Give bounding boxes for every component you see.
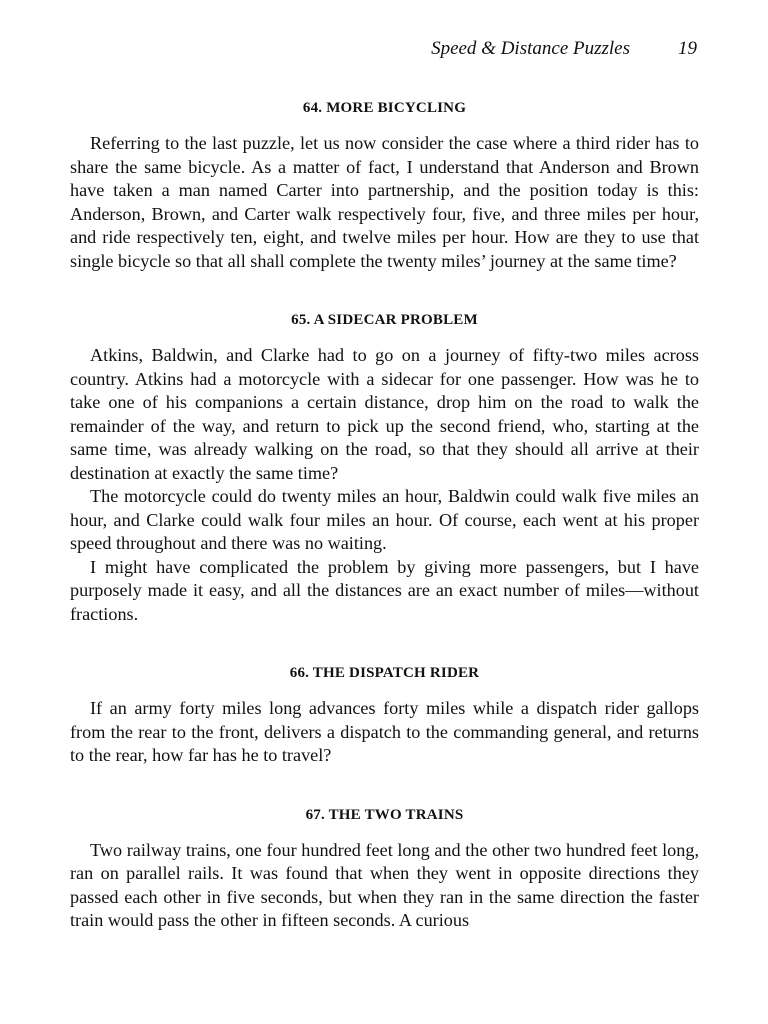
puzzle-title: 66. THE DISPATCH RIDER (289, 665, 480, 681)
paragraph: Two railway trains, one four hundred feet long and the other two hundred feet long, ran on parallel rails. It was found that when they went in opposite directions they passed each other in five seconds, but when they ran in the same direction the faster train would pass the other in fifteen seconds. A curious (70, 839, 699, 930)
puzzle-66 (70, 663, 699, 768)
puzzle-title: 67. THE TWO TRAINS (305, 806, 464, 823)
page-number: 19 (678, 38, 697, 59)
paragraph: If an army forty miles long advances forty miles while a dispatch rider gallops from the rear to the front, delivers a dispatch to the commanding general, and returns to the rear, how far has he to travel? (70, 698, 699, 765)
puzzle-body (70, 344, 699, 626)
puzzle-body (70, 697, 699, 768)
puzzle-body (70, 839, 699, 933)
book-page (70, 38, 699, 933)
puzzle-65 (70, 310, 699, 626)
paragraph: The motorcycle could do twenty miles an hour, Baldwin could walk five miles an hour, and Clarke could walk four miles an hour. Of course, each went at his proper speed throughout and there was no waiting. (70, 486, 699, 553)
puzzle-body (70, 132, 699, 273)
puzzle-title: 65. A SIDECAR PROBLEM (291, 312, 478, 328)
puzzle-67 (70, 805, 699, 933)
running-header-title: Speed & Distance Puzzles (431, 38, 630, 59)
puzzle-64 (70, 98, 699, 273)
paragraph: Atkins, Baldwin, and Clarke had to go on a journey of fifty-two miles across country. Atkins had a motorcycle with a sidecar for one passenger. How was he to take one of his companions a certain distance, drop him on the road to walk the remainder of the way, and return to pick up the second friend, who, starting at the same time, was already walking on the road, so that they should all arrive at their destination at exactly the same time? (70, 345, 699, 483)
paragraph: Referring to the last puzzle, let us now consider the case where a third rider has to share the same bicycle. As a matter of fact, I understand that Anderson and Brown have taken a man named Carter into partnership, and the position today is this: Anderson, Brown, and Carter walk respectively four, five, and three miles per hour, and ride respectively ten, eight, and twelve miles per hour. How are they to use that single bicycle so that all shall complete the twenty miles’ journey at the same time? (70, 133, 699, 271)
puzzle-title: 64. MORE BICYCLING (302, 100, 467, 116)
paragraph: I might have complicated the problem by giving more passengers, but I have purposely made it easy, and all the distances are an exact number of miles—without fractions. (70, 556, 699, 624)
running-header (70, 38, 699, 68)
